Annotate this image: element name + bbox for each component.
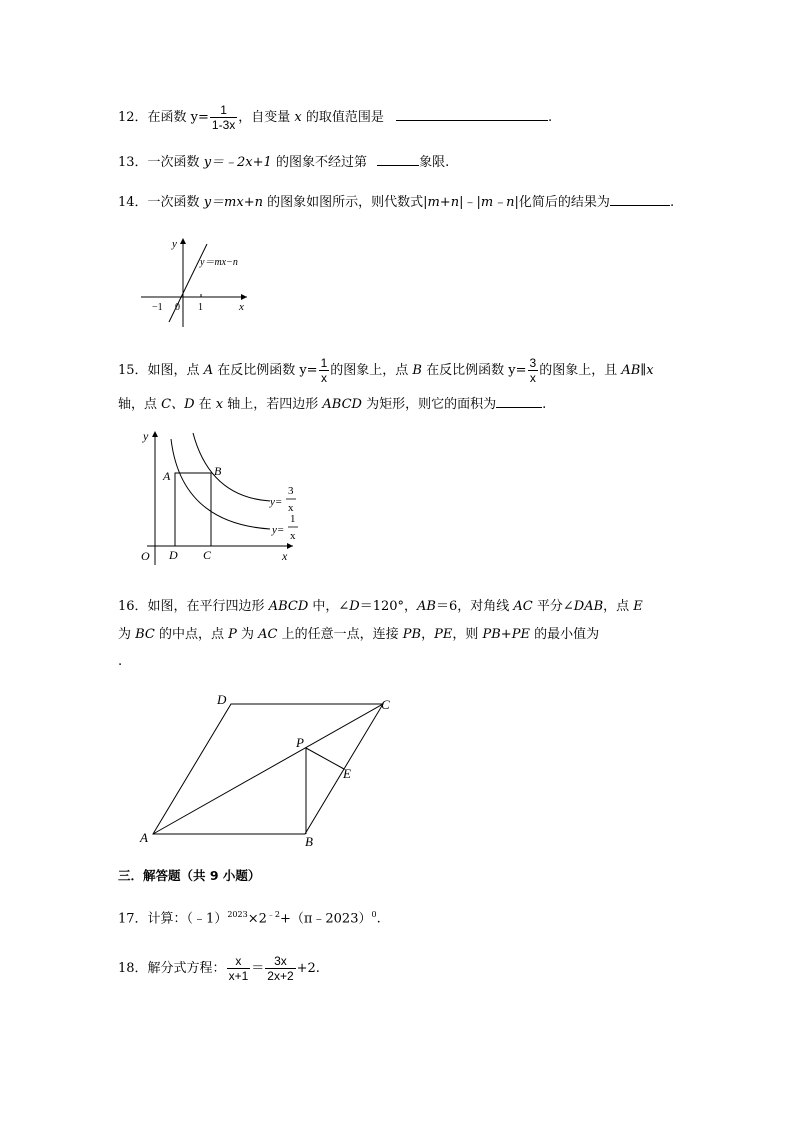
- fraction: $\frac{1}{1-3x}$: [211, 103, 236, 132]
- segment-pe: [306, 748, 344, 769]
- y-label: y: [172, 238, 177, 250]
- label-D: D: [217, 692, 227, 707]
- curve-3-over-x: [193, 433, 270, 501]
- curve3-num: 3: [288, 485, 294, 497]
- question-16-line2: 为 BC 的中点，点 P 为 AC 上的任意一点，连接 PB，PE，则 PB+PE 的最小值为: [118, 627, 600, 642]
- x-arrow: [287, 543, 293, 549]
- curve-1-over-x: [171, 439, 270, 529]
- label-B: B: [214, 464, 222, 478]
- y-arrow: [152, 431, 158, 437]
- question-15: 15．如图，点 A 在反比例函数 y= $\frac{1}{x}$ 的图象上，点 B 在反比例函数 y= $\frac{3}{x}$ 的图象上，且 AB∥x: [118, 356, 654, 385]
- line-label: y＝mx−n: [200, 257, 238, 268]
- answer-blank[interactable]: [396, 108, 548, 121]
- one-label: 1: [198, 302, 203, 313]
- answer-blank[interactable]: [377, 153, 419, 166]
- question-18: 18．解分式方程： $\frac{x}{x+1}$ ＝ $\frac{3x}{2x+2}$ +2.: [118, 954, 320, 983]
- label-D: D: [169, 548, 178, 562]
- y-arrow: [180, 238, 186, 244]
- label-O: O: [141, 549, 150, 563]
- question-17: 17．计算：$(﹣1)^{2023}\times 2^{﹣2}+(\pi﹣2023)^0$.: [118, 910, 381, 927]
- zero-label: 0: [175, 302, 180, 313]
- rectangle-abcd: [175, 473, 211, 546]
- answer-blank[interactable]: [610, 193, 670, 206]
- question-13: 13．一次函数 y＝﹣2x+1 的图象不经过第 象限.: [118, 155, 450, 170]
- x-label: x: [239, 301, 244, 313]
- curve1-pre: y=: [272, 524, 285, 536]
- label-C: C: [203, 548, 212, 562]
- label-x: x: [282, 549, 288, 563]
- answer-blank[interactable]: [496, 395, 542, 408]
- q16-parallelogram: [135, 688, 400, 848]
- label-A: A: [163, 469, 171, 483]
- question-14: 14．一次函数 y＝mx+n 的图象如图所示，则代数式|m+n|﹣|m﹣n|化简后的结果为 .: [118, 195, 675, 210]
- label-C: C: [381, 697, 390, 712]
- neg-one-label: −1: [152, 302, 163, 313]
- label-y: y: [143, 429, 149, 443]
- question-12: 12．在函数 y= $\frac{1}{1-3x}$ ，自变量 x 的取值范围是 .: [118, 103, 553, 132]
- q14-graph: [135, 232, 265, 332]
- question-16-line3: .: [118, 654, 123, 669]
- curve1-den: x: [290, 530, 296, 542]
- label-P: P: [296, 735, 304, 750]
- label-E: E: [343, 766, 351, 781]
- curve3-pre: y=: [270, 496, 283, 508]
- curve1-num: 1: [290, 513, 296, 525]
- q15-graph: [135, 425, 310, 575]
- question-15-line2: 轴，点 C、D 在 x 轴上，若四边形 ABCD 为矩形，则它的面积为 .: [118, 397, 547, 412]
- question-16: 16．如图，在平行四边形 ABCD 中，∠D＝120°，AB＝6，对角线 AC 平分∠DAB，点 E: [118, 599, 643, 614]
- section-3-title: 三．解答题（共 9 小题）: [118, 868, 261, 883]
- label-B: B: [305, 834, 313, 848]
- label-A: A: [140, 830, 148, 845]
- curve3-den: x: [288, 502, 294, 514]
- x-arrow: [241, 294, 247, 300]
